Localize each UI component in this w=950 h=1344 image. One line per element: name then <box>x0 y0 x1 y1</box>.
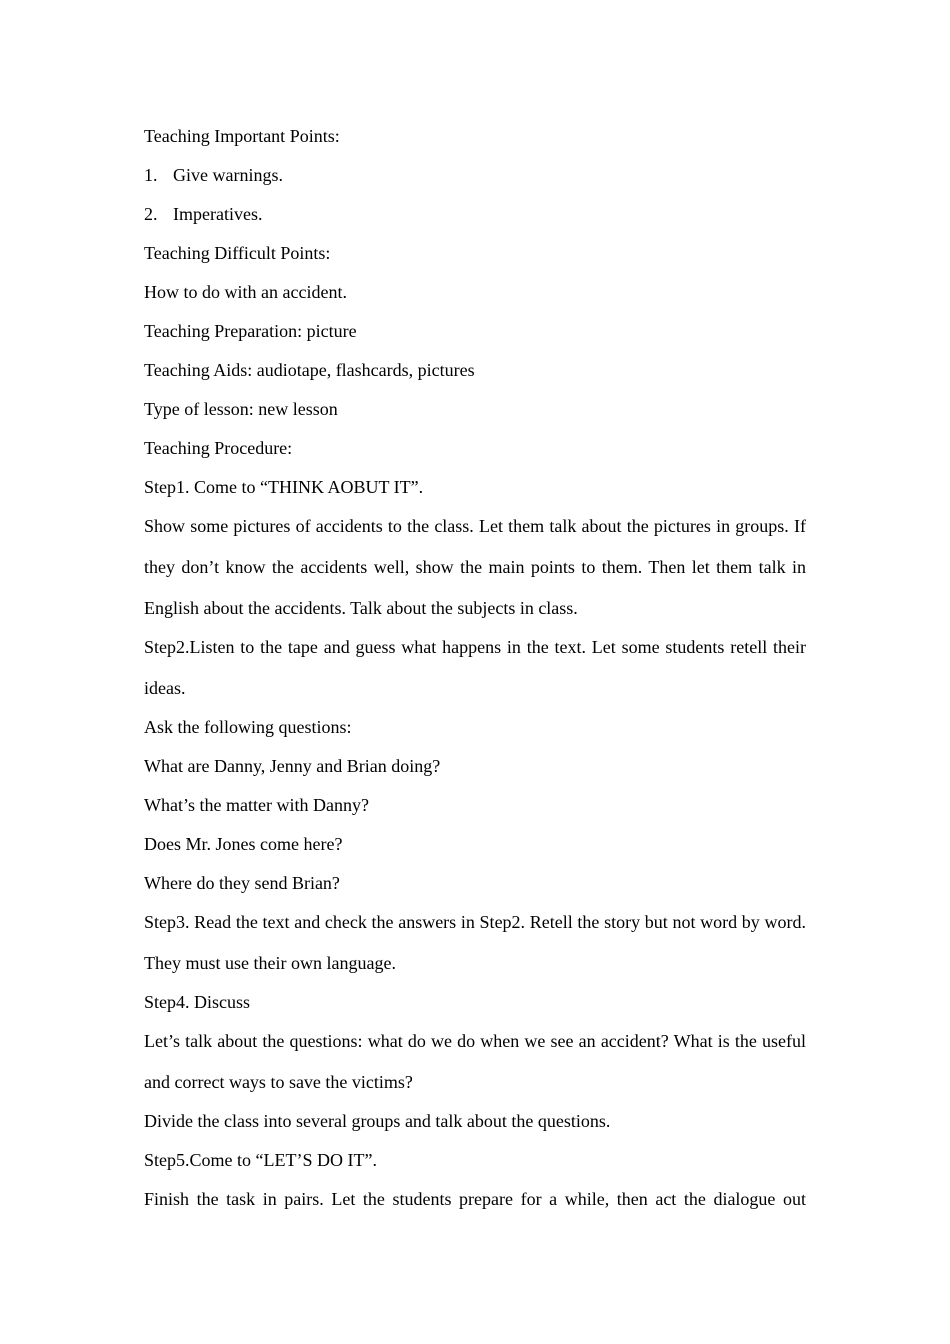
step4-heading: Step4. Discuss <box>144 992 251 1012</box>
list-text: Imperatives. <box>173 204 263 224</box>
step1-paragraph: Show some pictures of accidents to the class. Let them talk about the pictures in groups. If they don’t know the accidents well, show the main points to them. Then let them talk in English about the accidents. Talk about the subjects in class. <box>144 516 806 618</box>
question-line: What’s the matter with Danny? <box>144 795 369 815</box>
difficult-points-text: How to do with an accident. <box>144 282 347 302</box>
list-item <box>144 163 806 202</box>
list-text: Give warnings. <box>173 165 283 185</box>
step5-paragraph: Finish the task in pairs. Let the students prepare for a while, then act the dialogue out <box>144 1189 806 1209</box>
step2-paragraph: Step2.Listen to the tape and guess what happens in the text. Let some students retell their ideas. <box>144 637 806 698</box>
lesson-type-line: Type of lesson: new lesson <box>144 399 338 419</box>
procedure-heading: Teaching Procedure: <box>144 438 293 458</box>
list-number: 1. <box>144 165 158 185</box>
step4-paragraph: Let’s talk about the questions: what do we do when we see an accident? What is the useful and correct ways to save the victims? <box>144 1031 806 1092</box>
difficult-points-heading: Teaching Difficult Points: <box>144 243 331 263</box>
important-points-heading: Teaching Important Points: <box>144 126 340 146</box>
list-item <box>144 202 806 241</box>
question-line: Does Mr. Jones come here? <box>144 834 343 854</box>
preparation-line: Teaching Preparation: picture <box>144 321 357 341</box>
step3-paragraph: Step3. Read the text and check the answers in Step2. Retell the story but not word by word. They must use their own language. <box>144 912 806 973</box>
list-number: 2. <box>144 204 158 224</box>
aids-line: Teaching Aids: audiotape, flashcards, pictures <box>144 360 475 380</box>
question-line: What are Danny, Jenny and Brian doing? <box>144 756 441 776</box>
question-line: Where do they send Brian? <box>144 873 340 893</box>
step5-heading: Step5.Come to “LET’S DO IT”. <box>144 1150 377 1170</box>
step1-heading: Step1. Come to “THINK AOBUT IT”. <box>144 477 424 497</box>
step4-followup: Divide the class into several groups and talk about the questions. <box>144 1111 611 1131</box>
questions-intro: Ask the following questions: <box>144 717 352 737</box>
document-page <box>144 124 806 1212</box>
